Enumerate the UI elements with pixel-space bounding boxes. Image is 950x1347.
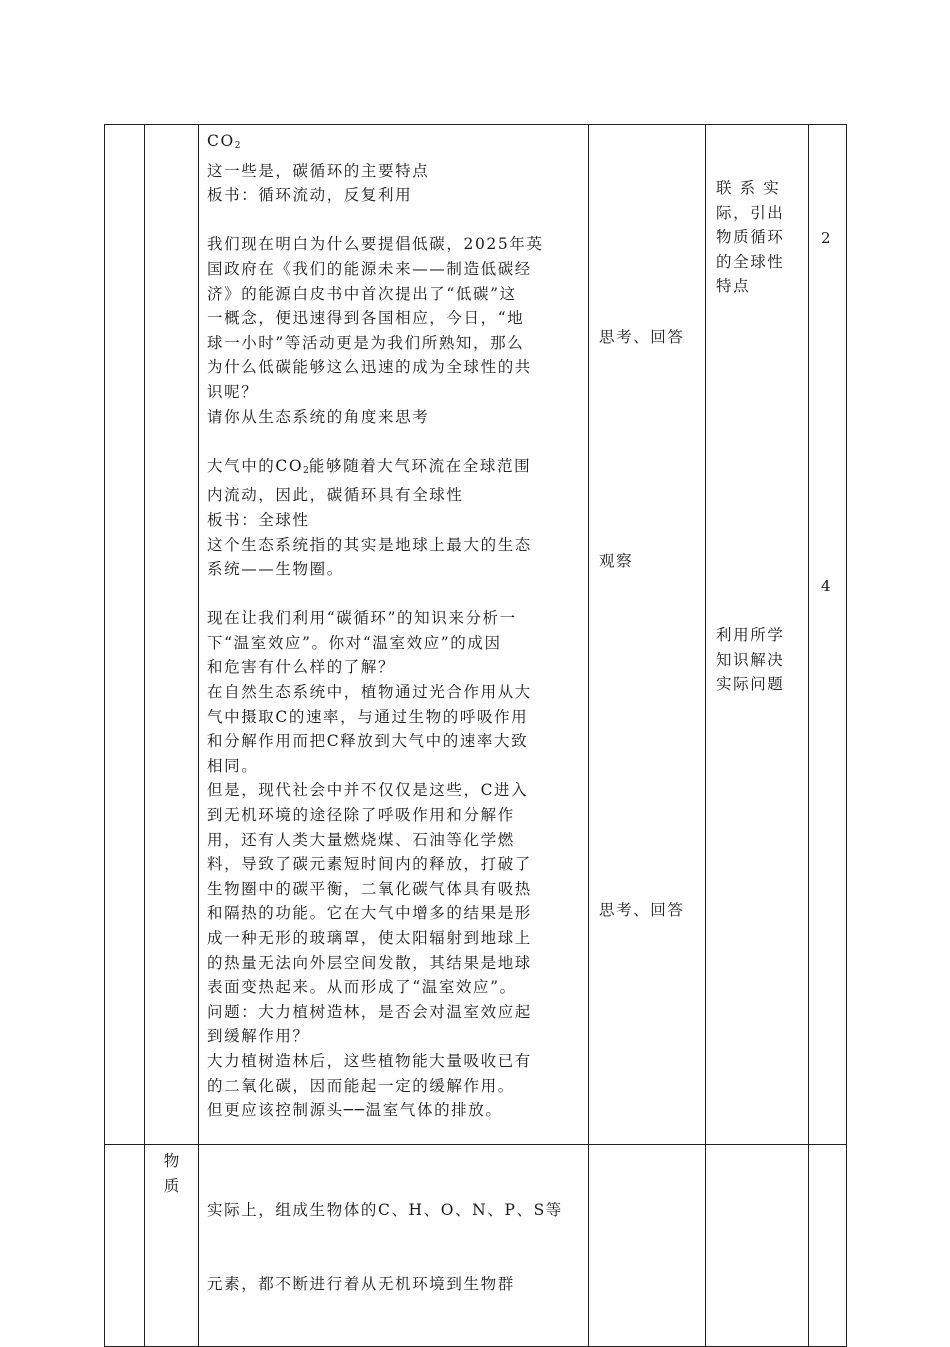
subscript: 2 — [234, 141, 241, 151]
intent-line: 知识解决 — [716, 650, 785, 669]
content-line: 但更应该控制源头──温室气体的排放。 — [207, 1101, 503, 1120]
content-line: 大力植树造林后，这些植物能大量吸收已有 — [207, 1051, 532, 1070]
student-activity-observe: 观察 — [599, 552, 634, 570]
intent-line: 物质循环 — [716, 228, 785, 247]
content-line: 但是，现代社会中并不仅仅是这些，C进入 — [207, 781, 529, 800]
time-cell — [809, 125, 847, 1145]
table-row — [105, 1145, 847, 1347]
content-text: CO — [207, 132, 235, 150]
content-text: 能够随着大气环流在全球范围 — [308, 456, 532, 475]
teaching-content-text — [199, 1145, 588, 1346]
content-line: 表面变热起来。从而形成了“温室效应”。 — [207, 978, 517, 997]
content-line: 板书：循环流动，反复利用 — [207, 186, 413, 205]
topic-char: 物 — [163, 1152, 180, 1170]
time-minutes: 4 — [821, 577, 831, 595]
topic-char: 质 — [163, 1176, 180, 1195]
teaching-content-cell — [199, 1145, 589, 1347]
content-line: 请你从生态系统的角度来思考 — [207, 407, 430, 426]
teaching-content-cell — [199, 125, 589, 1145]
design-intent-text — [716, 176, 784, 299]
student-activity-cell — [589, 125, 706, 1145]
content-line: 为什么低碳能够这么迅速的成为全球性的共 — [207, 358, 532, 377]
intent-line: 特点 — [716, 277, 751, 296]
teaching-content-text — [199, 125, 588, 1123]
content-line: 济》的能源白皮书中首次提出了“低碳”这 — [207, 284, 517, 303]
section-cell — [105, 125, 145, 1145]
content-line: 料，导致了碳元素短时间内的释放，打破了 — [207, 855, 532, 874]
content-line: 气中摄取C的速率，与通过生物的呼吸作用 — [207, 707, 529, 726]
blank-line — [207, 208, 580, 233]
content-line: 板书：全球性 — [207, 510, 310, 529]
content-line: 识呢？ — [207, 382, 259, 401]
content-line: 生物圈中的碳平衡，二氧化碳气体具有吸热 — [207, 879, 532, 898]
content-line: 内流动，因此，碳循环具有全球性 — [207, 486, 464, 505]
student-activity-think-answer: 思考、回答 — [599, 328, 685, 346]
content-line: 元素，都不断进行着从无机环境到生物群 — [207, 1274, 515, 1293]
design-intent-text — [716, 623, 784, 697]
content-text: 大气中的CO — [207, 456, 304, 475]
content-line: 和分解作用而把C释放到大气中的速率大致 — [207, 732, 529, 751]
content-line: 现在让我们利用“碳循环”的知识来分析一 — [207, 609, 517, 628]
design-intent-cell — [706, 125, 809, 1145]
content-line: 到无机环境的途径除了呼吸作用和分解作 — [207, 806, 515, 825]
section-cell — [105, 1145, 145, 1347]
intent-line: 实际问题 — [716, 675, 785, 694]
time-cell — [809, 1145, 847, 1347]
content-line: 成一种无形的玻璃罩，使太阳辐射到地球上 — [207, 929, 532, 947]
content-line: 问题：大力植树造林，是否会对温室效应起 — [207, 1002, 532, 1021]
content-line: 这一些是，碳循环的主要特点 — [207, 161, 430, 180]
content-line: 我们现在明白为什么要提倡低碳，2025年英 — [207, 235, 544, 254]
content-line: 和危害有什么样的了解？ — [207, 658, 396, 677]
content-line: 一概念，便迅速得到各国相应，今日，“地 — [207, 309, 525, 328]
content-line: 这个生态系统指的其实是地球上最大的生态 — [207, 535, 532, 554]
topic-label — [145, 1145, 198, 1198]
content-line: 和隔热的功能。它在大气中增多的结果是形 — [207, 904, 532, 923]
blank-line — [207, 429, 580, 454]
intent-line: 利用所学 — [716, 626, 785, 644]
student-activity-think-answer: 思考、回答 — [599, 901, 685, 919]
topic-cell — [145, 125, 199, 1145]
content-line: 球一小时”等活动更是为我们所熟知，那么 — [207, 333, 525, 352]
content-line: 的热量无法向外层空间发散，其结果是地球 — [207, 953, 532, 972]
content-line: 的二氧化碳，因而能起一定的缓解作用。 — [207, 1076, 515, 1095]
content-line — [207, 129, 580, 159]
content-line: 用，还有人类大量燃烧煤、石油等化学燃 — [207, 830, 515, 849]
content-line — [207, 454, 580, 484]
content-line: 国政府在《我们的能源未来——制造低碳经 — [207, 259, 532, 278]
subscript: 2 — [303, 465, 309, 476]
content-line: 在自然生态系统中，植物通过光合作用从大 — [207, 683, 532, 702]
content-line: 相同。 — [207, 756, 259, 775]
blank-line — [207, 582, 580, 607]
intent-line: 际，引出 — [716, 203, 785, 222]
table-row — [105, 125, 847, 1145]
content-line: 实际上，组成生物体的C、H、O、N、P、S等 — [207, 1201, 563, 1220]
content-line: 到缓解作用？ — [207, 1027, 310, 1046]
intent-line: 联 系 实 — [716, 179, 781, 197]
intent-line: 的全球性 — [716, 252, 785, 271]
lesson-plan-table — [104, 124, 847, 1347]
content-line: 下“温室效应”。你对“温室效应”的成因 — [207, 633, 502, 652]
design-intent-cell — [706, 1145, 809, 1347]
topic-cell — [145, 1145, 199, 1347]
student-activity-cell — [589, 1145, 706, 1347]
content-line: 系统——生物圈。 — [207, 560, 344, 579]
time-minutes: 2 — [821, 229, 831, 247]
